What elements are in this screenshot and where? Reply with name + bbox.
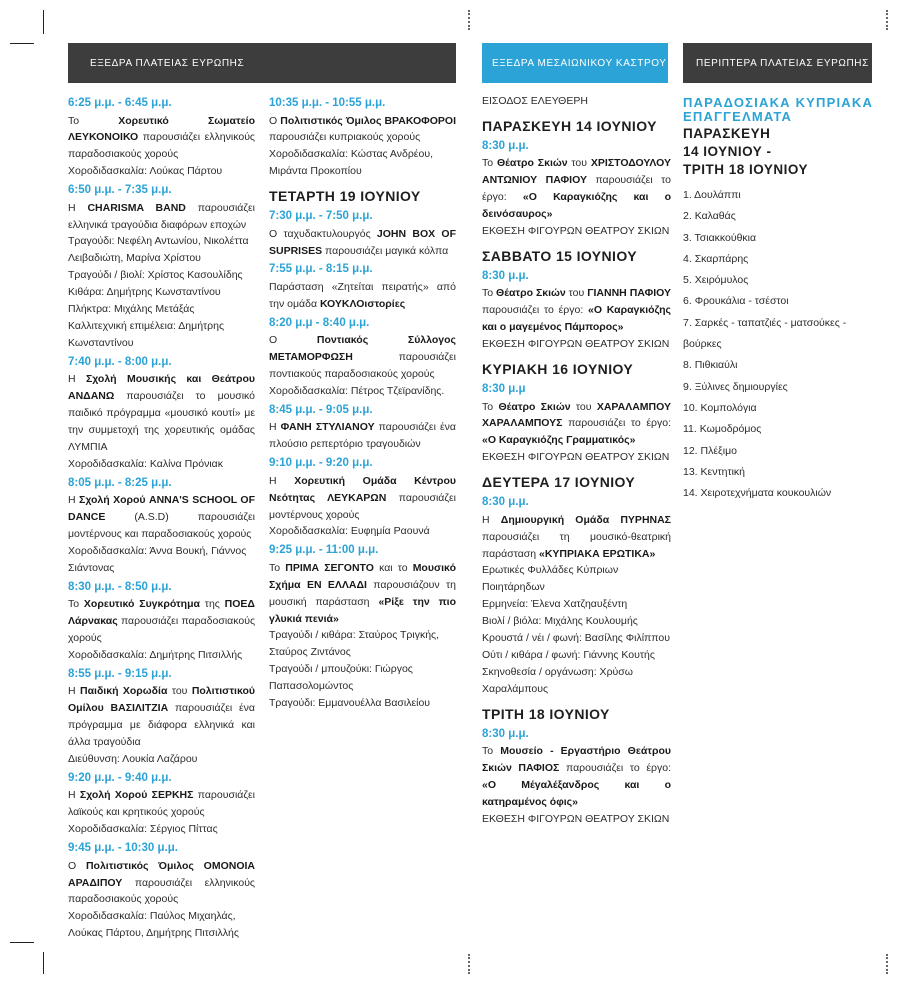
list-item-label: Κεντητική [700,465,746,478]
performer-name: Δημιουργική Ομάδα ΠΥΡΗΝΑΣ [500,513,671,526]
performer-name: Ποντιακός Σύλλογος ΜΕΤΑΜΟΡΦΩΣΗ [269,334,456,364]
event-credit: Ερμηνεία: Έλενα Χατζηαυξέντη [482,598,628,611]
event-time: 9:10 μ.μ. - 9:20 μ.μ. [269,457,373,470]
list-item [683,228,875,249]
event-description: Η CHARISMA BAND παρουσιάζει ελληνικά τραγούδια διαφόρων εποχών [68,201,255,231]
event-credit: Χοροδιδασκαλία: Λούκας Πάρτου [68,165,223,178]
event-credit: Χοροδιδασκαλία: Κώστας Ανδρέου, Μιράντα Προκοπίου [269,148,433,178]
list-item-label: Ξύλινες δημιουργίες [694,380,788,393]
event-time: 8:20 μ.μ - 8:40 μ.μ. [269,316,370,329]
list-item [683,206,875,227]
performer-name: Σχολή Χορού ΣΕΡΚΗΣ [79,789,194,802]
day-heading: ΤΡΙΤΗ 18 ΙΟΥΝΙΟΥ [482,705,610,722]
list-item-label: Κωμοδρόμος [699,423,762,436]
show-title: «Ο Καραγκιόζης Γραμματικός» [482,434,636,447]
event-time: 9:25 μ.μ. - 11:00 μ.μ. [269,544,379,557]
date-range [683,125,875,179]
day-heading: ΠΑΡΑΣΚΕΥΗ 14 ΙΟΥΝΙΟΥ [482,117,657,134]
event-description: Το Μουσείο - Εργαστήριο Θεάτρου Σκιών ΠΑΦΙΟΣ παρουσιάζει το έργο: «Ο Μέγαλέξανδρος και ο κατηραμένος όφις» [482,745,672,808]
event-time: 7:40 μ.μ. - 8:00 μ.μ. [68,355,172,368]
event-description: Παράσταση «Ζητείται πειρατής» από την ομάδα ΚΟΥΚΛΟιστορίες [269,280,456,310]
list-item-label: Χειρόμυλος [694,274,749,287]
header-medieval-castle-stage [482,43,668,83]
show-title: «Ρίξε την πιο γλυκιά πενιά» [269,595,456,625]
fold-mark-top-1 [468,10,470,30]
performer-name: Πολιτιστικός Όμιλος ΒΡΑΚΟΦΟΡΟΙ [280,114,456,127]
list-item-number: 7. [683,316,692,329]
event-description: Το Θέατρο Σκιών του ΓΙΑΝΝΗ ΠΑΦΙΟΥ παρουσιάζει το έργο: «Ο Καραγκιόζης και ο μαγεμένος Πάμπορος» [482,287,672,334]
event-description: Η ΦΑΝΗ ΣΤΥΛΙΑΝΟΥ παρουσιάζει ένα πλούσιο ρεπερτόριο τραγουδιών [269,421,456,451]
event-description: Ο Πολιτιστικός Όμιλος ΟΜΟΝΟΙΑ ΑΡΑΔΙΠΟΥ παρουσιάζει ελληνικούς παραδοσιακούς χορούς [68,859,255,906]
event-time: 6:50 μ.μ. - 7:35 μ.μ. [68,184,172,197]
event-time: 8:30 μ.μ. [482,139,529,152]
list-item-number: 9. [683,380,692,393]
fold-mark-bottom-2 [886,954,888,974]
list-item-number: 2. [683,210,692,223]
crop-mark-tl-h [10,43,34,44]
performer-name: CHARISMA BAND [87,201,186,214]
exhibition-note: ΕΚΘΕΣΗ ΦΙΓΟΥΡΩΝ ΘΕΑΤΡΟΥ ΣΚΙΩΝ [482,338,670,351]
performer-name: ΓΙΑΝΝΗ ΠΑΦΙΟΥ [587,287,671,300]
fold-mark-top-2 [886,10,888,30]
event-credit: Τραγούδι / μπουζούκι: Γιώργος Παπασολομώντος [269,663,413,693]
list-item-number: 4. [683,252,692,265]
event-credit: Χοροδιδασκαλία: Παύλος Μιχαηλάς, Λούκας Πάρτου, Δημήτρης Πιτσιλλής [68,910,239,940]
program-column-2 [269,93,456,712]
list-item-number: 12. [683,444,698,457]
list-item-number: 6. [683,295,692,308]
performer-name: Πολιτιστικός Όμιλος ΟΜΟΝΟΙΑ ΑΡΑΔΙΠΟΥ [68,859,255,889]
event-description: Το Χορευτικό Συγκρότημα της ΠΟΕΔ Λάρνακας παρουσιάζει παραδοσιακούς χορούς [68,598,255,645]
event-time: 8:45 μ.μ. - 9:05 μ.μ. [269,403,373,416]
event-credit: Τραγούδι: Εμμανουέλλα Βασιλείου [269,697,431,710]
event-time: 8:30 μ.μ [482,383,526,396]
exhibition-note: ΕΚΘΕΣΗ ΦΙΓΟΥΡΩΝ ΘΕΑΤΡΟΥ ΣΚΙΩΝ [482,812,670,825]
event-description: Το ΠΡΙΜΑ ΣΕΓΟΝΤΟ και το Μουσικό Σχήμα ΕΝ ΕΛΛΑΔΙ παρουσιάζουν τη μουσική παράσταση «Ρίξε την πιο γλυκιά πενιά» [269,561,456,625]
performer-name: Πολιτιστικού Ομίλου ΒΑΣΙΛΙΤΖΙΑ [68,685,255,715]
event-credit: Διεύθυνση: Λουκία Λαζάρου [68,753,198,765]
performer-name: ΠΟΕΔ Λάρνακας [68,598,255,628]
event-time: 9:20 μ.μ. - 9:40 μ.μ. [68,771,172,784]
event-credit: Κρουστά / νέι / φωνή: Βασίλης Φιλίππου [482,632,670,645]
event-description: Το Θέατρο Σκιών του ΧΑΡΑΛΑΜΠΟΥ ΧΑΡΑΛΑΜΠΟΥΣ παρουσιάζει το έργο: «Ο Καραγκιόζης Γραμματικός» [482,400,672,447]
performer-name: Μουσικό Σχήμα ΕΝ ΕΛΛΑΔΙ [269,561,456,591]
event-description: Ο Πολιτιστικός Όμιλος ΒΡΑΚΟΦΟΡΟΙ παρουσιάζει κυπριακούς χορούς [269,114,456,144]
list-item [683,313,875,356]
list-item-label: Σκαρπάρης [694,252,749,265]
list-item-label: Καλαθάς [694,210,736,223]
crafts-list [683,185,875,504]
event-description: Η Παιδική Χορωδία του Πολιτιστικού Ομίλου ΒΑΣΙΛΙΤΖΙΑ παρουσιάζει ένα πρόγραμμα με διάφορα ελληνικά και άλλα τραγούδια [68,685,255,749]
list-item-label: Πιθκιαύλι [694,359,738,372]
event-credit: Κιθάρα: Δημήτρης Κωνσταντίνου [68,286,221,299]
section-title-line: ΠΑΡΑΔΟΣΙΑΚΑ ΚΥΠΡΙΑΚΑ [683,95,874,110]
event-credit: Χοροδιδασκαλία: Άννα Βουκή, Γιάννος Σιάντονας [68,544,247,574]
event-time: 9:45 μ.μ. - 10:30 μ.μ. [68,842,178,855]
list-item-label: Τσιακκούθκια [694,231,757,244]
section-title [683,96,875,124]
day-heading: ΤΕΤΑΡΤΗ 19 ΙΟΥΝΙΟΥ [269,188,421,205]
list-item-label: Φρουκάλια - τσέστοι [694,295,789,308]
event-time: 7:30 μ.μ. - 7:50 μ.μ. [269,210,373,223]
event-time: 8:30 μ.μ. - 8:50 μ.μ. [68,580,172,593]
performer-name: Παιδική Χορωδία [79,685,168,698]
event-description: Ο ταχυδακτυλουργός JOHN BOX OF SUPRISES παρουσιάζει μαγικά κόλπα [269,227,456,257]
performer-name: ΦΑΝΗ ΣΤΥΛΙΑΝΟΥ [280,421,375,434]
day-heading: ΣΑΒΒΑΤΟ 15 ΙΟΥΝΙΟΥ [482,247,637,264]
header-title: ΕΞΕΔΡΑ ΠΛΑΤΕΙΑΣ ΕΥΡΩΠΗΣ [90,57,245,69]
event-time: 8:05 μ.μ. - 8:25 μ.μ. [68,476,172,489]
event-description: Η Σχολή Χορού ΣΕΡΚΗΣ παρουσιάζει λαϊκούς και κρητικούς χορούς [68,789,256,819]
list-item-number: 1. [683,189,692,201]
section-title-line: ΕΠΑΓΓΕΛΜΑΤΑ [683,109,793,124]
event-description: Το Χορευτικό Σωματείο ΛΕΥΚΟΝΟΙΚΟ παρουσιάζει ελληνικούς παραδοσιακούς χορούς [68,114,255,161]
exhibition-note: ΕΚΘΕΣΗ ΦΙΓΟΥΡΩΝ ΘΕΑΤΡΟΥ ΣΚΙΩΝ [482,225,670,238]
event-credit: Χοροδιδασκαλία: Ευφημία Ραουνά [269,525,430,538]
event-credit: Χοροδιδασκαλία: Πέτρος Τζεϊρανίδης. [269,384,445,397]
event-credit: Σκηνοθεσία / οργάνωση: Χρύσω Χαραλάμπους [482,665,633,695]
performer-name: ΚΟΥΚΛΟιστορίες [319,297,406,310]
list-item [683,462,875,483]
day-heading: ΔΕΥΤΕΡΑ 17 ΙΟΥΝΙΟΥ [482,474,636,491]
list-item-number: 13. [683,465,698,478]
list-item-label: Πλέξιμο [700,444,737,457]
list-item [683,398,875,419]
program-column-4 [683,96,875,504]
event-credit: Καλλιτεχνική επιμέλεια: Δημήτρης Κωνσταντίνου [68,319,225,349]
list-item-label: Χειροτεχνήματα κουκουλιών [700,487,832,500]
performer-name: Χορευτικό Συγκρότημα [83,598,200,611]
list-item-number: 11. [683,423,697,436]
performer-name: ΧΑΡΑΛΑΜΠΟΥ ΧΑΡΑΛΑΜΠΟΥΣ [482,400,672,430]
event-time: 6:25 μ.μ. - 6:45 μ.μ. [68,97,172,109]
event-credit: Χοροδιδασκαλία: Δημήτρης Πιτσιλλής [68,648,243,661]
event-credit: Βιολί / βιόλα: Μιχάλης Κουλουμής [482,615,638,628]
show-title: «Ο Καραγκιόζης και ο μαγεμένος Πάμπορος» [482,304,672,334]
event-time: 8:55 μ.μ. - 9:15 μ.μ. [68,667,172,680]
list-item-number: 5. [683,274,692,287]
event-time: 8:30 μ.μ. [482,496,529,509]
event-credit: Χοροδιδασκαλία: Σέργιος Πίττας [68,823,218,836]
exhibition-note: ΕΚΘΕΣΗ ΦΙΓΟΥΡΩΝ ΘΕΑΤΡΟΥ ΣΚΙΩΝ [482,451,670,464]
list-item-number: 3. [683,231,692,244]
crop-mark-bl-h [10,942,34,943]
event-credit: Τραγούδι: Νεφέλη Αντωνίου, Νικολέττα Λειβαδιώτη, Μαρίνα Χρίστου [68,235,249,265]
crop-mark-bl-v [43,952,44,974]
header-title: ΠΕΡΙΠΤΕΡΑ ΠΛΑΤΕΙΑΣ ΕΥΡΩΠΗΣ [696,57,869,69]
show-title: «Ο Καραγκιόζης και ο δεινόσαυρος» [482,191,672,221]
list-item-label: Κομπολόγια [700,401,757,414]
event-time: 8:30 μ.μ. [482,727,529,740]
list-item [683,441,875,462]
list-item-label: Δουλάππι [694,189,741,201]
header-europe-square-kiosks [683,43,872,83]
list-item [683,355,875,376]
performer-name: Χορευτική Ομάδα Κέντρου Νεότητας ΛΕΥΚΑΡΩΝ [269,474,457,504]
event-description: Η Σχολή Χορού ANNA'S SCHOOL OF DANCE (A.S.D) παρουσιάζει μοντέρνους και παραδοσιακούς χορούς [68,494,255,541]
performer-name: Θέατρο Σκιών [498,400,571,413]
event-credit: Τραγούδι / βιολί: Χρίστος Κασουλίδης [68,269,243,282]
event-credit: Τραγούδι / κιθάρα: Σταύρος Τριγκής, Σταύρος Ζιντάνος [269,629,440,659]
list-item-number: 14. [683,487,698,500]
performer-name: Θέατρο Σκιών [496,157,568,170]
list-item [683,291,875,312]
fold-mark-bottom-1 [468,954,470,974]
event-credit: Ερωτικές Φυλλάδες Κύπριων Ποιητάρηδων [482,564,619,594]
show-title: «ΚΥΠΡΙΑΚΑ ΕΡΩΤΙΚΑ» [539,547,656,560]
free-entry-note: ΕΙΣΟΔΟΣ ΕΛΕΥΘΕΡΗ [482,95,588,107]
event-time: 7:55 μ.μ. - 8:15 μ.μ. [269,263,373,276]
performer-name: Σχολή Μουσικής και Θεάτρου ΑΝΔΑΝΩ [68,373,255,403]
list-item-number: 8. [683,359,692,372]
header-europe-square-stage [68,43,456,83]
list-item-number: 10. [683,401,698,414]
list-item [683,483,875,504]
performer-name: Μουσείο - Εργαστήριο Θεάτρου Σκιών ΠΑΦΙΟΣ [482,745,671,775]
show-title: «Ο Μέγαλέξανδρος και ο κατηραμένος όφις» [482,778,671,808]
performer-name: ΠΡΙΜΑ ΣΕΓΟΝΤΟ [285,561,374,574]
event-time: 8:30 μ.μ. [482,269,529,282]
event-credit: Χοροδιδασκαλία: Καλίνα Πρόνιακ [68,457,223,470]
list-item-label: Σαρκές - ταπατζιές - ματσούκες - βούρκες [683,316,847,351]
performer-name: Χορευτικό Σωματείο ΛΕΥΚΟΝΟΙΚΟ [68,114,255,144]
performer-name: JOHN BOX OF SUPRISES [269,227,456,257]
program-column-3 [482,93,671,828]
event-description: Η Δημιουργική Ομάδα ΠΥΡΗΝΑΣ παρουσιάζει τη μουσικό-θεατρική παράσταση «ΚΥΠΡΙΑΚΑ ΕΡΩΤΙΚΑ» [482,513,671,560]
list-item [683,249,875,270]
header-title: ΕΞΕΔΡΑ ΜΕΣΑΙΩΝΙΚΟΥ ΚΑΣΤΡΟΥ [492,57,667,69]
event-description: Η Σχολή Μουσικής και Θεάτρου ΑΝΔΑΝΩ παρουσιάζει το μουσικό παιδικό πρόγραμμα «μουσικό κουτί» με την συμμετοχή της χορευτικής ομάδας ΛΥΜΠΙΑ [68,373,255,453]
performer-name: ΧΡΙΣΤΟΔΟΥΛΟΥ ΑΝΤΩΝΙΟΥ ΠΑΦΙΟΥ [482,157,672,187]
event-description: Το Θέατρο Σκιών του ΧΡΙΣΤΟΔΟΥΛΟΥ ΑΝΤΩΝΙΟΥ ΠΑΦΙΟΥ παρουσιάζει το έργο: «Ο Καραγκιόζης και ο δεινόσαυρος» [482,157,672,221]
list-item [683,185,875,206]
event-description: Ο Ποντιακός Σύλλογος ΜΕΤΑΜΟΡΦΩΣΗ παρουσιάζει ποντιακούς παραδοσιακούς χορούς [269,334,456,381]
date-range-line: ΤΡΙΤΗ 18 ΙΟΥΝΙΟΥ [683,162,809,177]
list-item [683,377,875,398]
day-heading: ΚΥΡΙΑΚΗ 16 ΙΟΥΝΙΟΥ [482,361,634,378]
event-credit: Πλήκτρα: Μιχάλης Μετάξάς [68,303,195,316]
event-credit: Ούτι / κιθάρα / φωνή: Γιάννης Κουτής [482,648,655,661]
performer-name: Θέατρο Σκιών [496,287,566,300]
list-item [683,419,875,440]
event-time: 10:35 μ.μ. - 10:55 μ.μ. [269,97,386,109]
date-range-line: ΠΑΡΑΣΚΕΥΗ [683,126,771,141]
event-description: Η Χορευτική Ομάδα Κέντρου Νεότητας ΛΕΥΚΑΡΩΝ παρουσιάζει μοντέρνους χορούς [269,474,457,521]
list-item [683,270,875,291]
date-range-line: 14 ΙΟΥΝΙΟΥ - [683,144,772,159]
crop-mark-tl-v [43,10,44,34]
program-column-1 [68,93,255,942]
performer-name: Σχολή Χορού ANNA'S SCHOOL OF DANCE [68,494,255,524]
